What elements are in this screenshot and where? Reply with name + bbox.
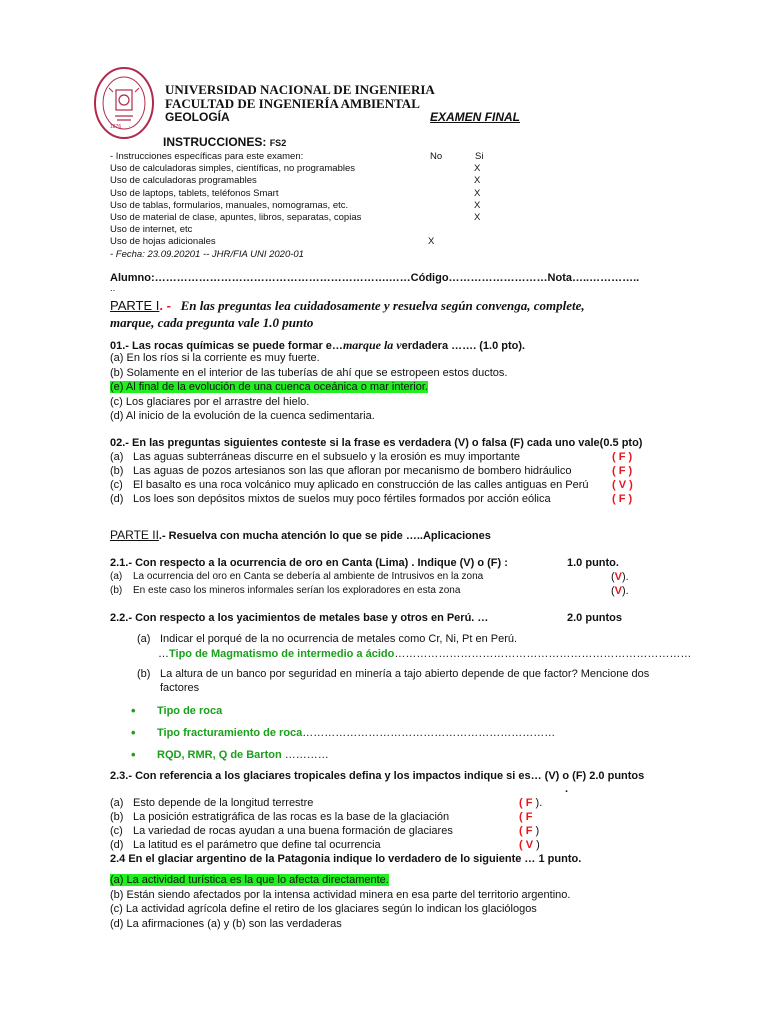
instruction-row-text: Uso de laptops, tablets, teléfonos Smart	[110, 187, 279, 199]
q01-option-label: (d)	[110, 410, 124, 422]
q21-item-text: En este caso los mineros informales serían los exploradores en esta zona	[133, 585, 461, 596]
q24-item	[110, 889, 570, 901]
answer-value: F	[618, 465, 626, 477]
exam-title: EXAMEN FINAL	[430, 110, 520, 124]
q01-option-text: Al inicio de la evolución de la cuenca sedimentaria.	[125, 410, 375, 422]
bullet-icon: •	[131, 725, 136, 740]
answer-open-paren: (	[612, 479, 616, 491]
university-name: UNIVERSIDAD NACIONAL DE INGENIERIA	[165, 82, 435, 97]
q02-item-text: Los loes son depósitos mixtos de suelos muy poco fértiles formados por acción eólica	[133, 493, 551, 505]
answer-close-paren: )	[628, 465, 633, 477]
q22-b-label: (b)	[137, 668, 151, 680]
exam-date-line: - Fecha: 23.09.20201 -- JHR/FIA UNI 2020-01	[110, 249, 304, 260]
faculty-name: FACULTAD DE INGENIERÍA AMBIENTAL	[165, 96, 420, 111]
q02-item-answer	[612, 465, 632, 477]
q01-option-text: Al final de la evolución de una cuenca oceánica o mar interior.	[125, 381, 428, 393]
q01-option	[110, 381, 428, 393]
answer-open-paren: (	[519, 825, 523, 837]
q21-item-answer: (V).	[611, 571, 629, 583]
answer-open-paren: (	[519, 839, 523, 851]
q24-item-label: (c)	[110, 903, 123, 915]
q24-item-text: La actividad agrícola define el retiro de los glaciares según lo indican los glaciólogos	[125, 903, 537, 915]
q24-item	[110, 918, 342, 930]
answer-value: F	[525, 825, 533, 837]
q22-bullet-item	[157, 727, 555, 739]
q02-item-label: (d)	[110, 493, 124, 505]
svg-text:·: ·	[129, 124, 131, 130]
q21-points: 1.0 punto.	[567, 557, 619, 569]
answer-open-paren: (	[612, 451, 616, 463]
q24-item-label: (d)	[110, 917, 124, 930]
q23-item-text: La posición estratigráfica de las rocas es la base de la glaciación	[133, 811, 450, 823]
q23-item-text: La latitud es el parámetro que define tal ocurrencia	[133, 839, 381, 851]
q02-item-label: (b)	[110, 465, 124, 477]
answer-close-paren: ).	[535, 797, 543, 809]
q23-item-answer	[519, 797, 542, 809]
q21-item-label: (b)	[110, 585, 123, 596]
q01-option	[110, 396, 309, 408]
q21-title: 2.1.- Con respecto a la ocurrencia de oro en Canta (Lima) . Indique (V) o (F) :	[110, 557, 508, 569]
q22-title: 2.2.- Con respecto a los yacimientos de metales base y otros en Perú. …	[110, 612, 489, 624]
answer-close-paren: )	[628, 451, 633, 463]
q22-a-text: Indicar el porqué de la no ocurrencia de metales como Cr, Ni, Pt en Perú.	[160, 633, 518, 645]
parte2-heading: PARTE II.- Resuelva con mucha atención lo que se pide …..Aplicaciones	[110, 528, 491, 542]
instruction-row-text: Uso de calculadoras programables	[110, 175, 257, 187]
instruction-row-text: Uso de internet, etc	[110, 224, 193, 236]
q22-bullet-item	[157, 749, 329, 761]
answer-open-paren: (	[612, 493, 616, 505]
instructions-title: INSTRUCCIONES: FS2	[163, 135, 287, 149]
q22-bullet-dots: …………	[281, 749, 329, 761]
answer-value: F	[525, 811, 533, 823]
answer-close-paren: )	[535, 825, 540, 837]
instruction-row-no-mark: X	[428, 236, 435, 248]
q01-option	[110, 367, 507, 379]
instructions-col-si: Si	[475, 151, 484, 162]
q23-item-answer	[519, 825, 539, 837]
q22-bullet-item	[157, 705, 222, 717]
q22-a-label: (a)	[137, 633, 151, 645]
q22-bullet-text: Tipo de roca	[157, 705, 223, 717]
parte1-heading: PARTE I. - En las preguntas lea cuidadosamente y resuelva según convenga, complete,	[110, 298, 585, 313]
instruction-row-text: Uso de material de clase, apuntes, libros, separatas, copias	[110, 212, 362, 223]
q02-item-label: (c)	[110, 479, 123, 491]
answer-close-paren: )	[628, 493, 633, 505]
answer-value: V	[525, 839, 534, 851]
instruction-row-si-mark: X	[474, 187, 481, 199]
q22-bullet-dots: ……………………………………………………………	[302, 727, 556, 739]
q23-dot: .	[565, 783, 569, 795]
q02-item-text: El basalto es una roca volcánico muy aplicado en construcción de las calles antiguas en Perú	[133, 479, 589, 491]
q22-b-text-line1: La altura de un banco por seguridad en minería a tajo abierto depende de que factor? Mencione dos	[160, 668, 650, 680]
q01-option-text: En los ríos si la corriente es muy fuerte.	[126, 352, 320, 364]
q22-b-text-line2: factores	[160, 682, 200, 694]
q02-item-text: Las aguas subterráneas discurre en el subsuelo y la erosión es muy importante	[133, 451, 521, 463]
instruction-row-si-mark: X	[474, 175, 481, 187]
q01-option	[110, 410, 375, 422]
q01-option	[110, 352, 320, 364]
q22-bullet-text: Tipo fracturamiento de roca	[157, 727, 303, 739]
university-seal-logo	[93, 66, 155, 140]
instruction-row-text: Uso de tablas, formularios, manuales, nomogramas, etc.	[110, 199, 349, 211]
answer-value: F	[618, 493, 626, 505]
q23-item-label: (d)	[110, 839, 124, 851]
answer-tail: ).	[622, 571, 629, 583]
q02-item-answer	[612, 451, 632, 463]
instruction-row-si-mark: X	[474, 163, 481, 175]
answer-value: V	[614, 571, 623, 583]
q23-title: 2.3.- Con referencia a los glaciares tropicales defina y los impactos indique si es… (V) o (F) 2.0 puntos	[110, 770, 645, 782]
answer-value: V	[614, 585, 623, 597]
instruction-row-si-mark: X	[474, 212, 481, 223]
q01-option-label: (c)	[110, 395, 123, 408]
q23-item-answer	[519, 839, 540, 851]
answer-value: F	[525, 797, 533, 809]
instruction-row-si-mark: X	[474, 199, 481, 211]
q01-option-label: (a)	[110, 352, 124, 364]
svg-text:1876: 1876	[110, 124, 122, 130]
q24-item-label: (b)	[110, 888, 124, 901]
q24-item-text: La actividad turística es la que lo afecta directamente.	[126, 874, 389, 886]
answer-tail: ).	[622, 585, 629, 597]
q02-item-text: Las aguas de pozos artesianos son las que afloran por mecanismo de bombero hidráulico	[133, 465, 572, 477]
answer-close-paren: )	[629, 479, 633, 491]
answer-value: V	[618, 479, 627, 491]
answer-close-paren: )	[536, 839, 540, 851]
answer-open-paren: (	[519, 811, 523, 823]
instruction-row-text: - Instrucciones específicas para este examen:	[110, 151, 304, 162]
q22-a-answer: …Tipo de Magmatismo de intermedio a ácido………………………………………………………………………	[158, 648, 692, 660]
instructions-col-no: No	[430, 151, 443, 162]
instruction-row-text: Uso de hojas adicionales	[110, 236, 216, 248]
q01-option-label: (e)	[110, 381, 124, 393]
q01-title: 01.- Las rocas químicas se puede formar e…marque la verdadera ……. (1.0 pto).	[110, 338, 526, 352]
q23-item-label: (a)	[110, 797, 124, 809]
q23-item-answer	[519, 811, 532, 823]
answer-value: F	[618, 451, 626, 463]
q02-title: 02.- En las preguntas siguientes conteste si la frase es verdadera (V) o falsa (F) cada uno vale(0.5 pto)	[110, 437, 643, 449]
q24-title: 2.4 En el glaciar argentino de la Patagonia indique lo verdadero de lo siguiente … 1 punto.	[110, 853, 582, 865]
q22-points: 2.0 puntos	[567, 612, 623, 624]
q24-item	[110, 874, 389, 886]
student-info-line: Alumno:……………………………………………………….……Código………………………Nota…..…………..	[110, 272, 640, 284]
q23-item-text: Esto depende de la longitud terrestre	[133, 797, 314, 809]
parte1-instruction-line2: marque, cada pregunta vale 1.0 punto	[110, 315, 314, 330]
q21-item-label: (a)	[110, 571, 123, 582]
q24-item-text: La afirmaciones (a) y (b) son las verdaderas	[126, 917, 342, 930]
dots-line: ..	[110, 283, 116, 294]
q01-option-text: Los glaciares por el arrastre del hielo.	[125, 395, 310, 408]
q02-item-label: (a)	[110, 451, 124, 463]
q01-option-label: (b)	[110, 366, 124, 379]
q21-item-answer: (V).	[611, 585, 629, 597]
q02-item-answer	[612, 479, 633, 491]
bullet-icon: •	[131, 703, 136, 718]
answer-open-paren: (	[612, 465, 616, 477]
bullet-icon: •	[131, 747, 136, 762]
q24-item	[110, 903, 537, 915]
q23-item-text: La variedad de rocas ayudan a una buena formación de glaciares	[133, 825, 453, 837]
q01-option-text: Solamente en el interior de las tuberías de ahí que se estropeen estos ductos.	[126, 366, 508, 379]
q02-item-answer	[612, 493, 632, 505]
course-name: GEOLOGÍA	[165, 110, 230, 124]
q22-bullet-text: RQD, RMR, Q de Barton	[157, 749, 282, 761]
instruction-row-text: Uso de calculadoras simples, científicas, no programables	[110, 163, 356, 175]
q23-item-label: (b)	[110, 811, 124, 823]
q24-item-label: (a)	[110, 874, 124, 886]
answer-open-paren: (	[519, 797, 523, 809]
q23-item-label: (c)	[110, 825, 123, 837]
q21-item-text: La ocurrencia del oro en Canta se debería al ambiente de Intrusivos en la zona	[133, 571, 484, 582]
q24-item-text: Están siendo afectados por la intensa actividad minera en esa parte del territorio argentino.	[126, 888, 571, 901]
